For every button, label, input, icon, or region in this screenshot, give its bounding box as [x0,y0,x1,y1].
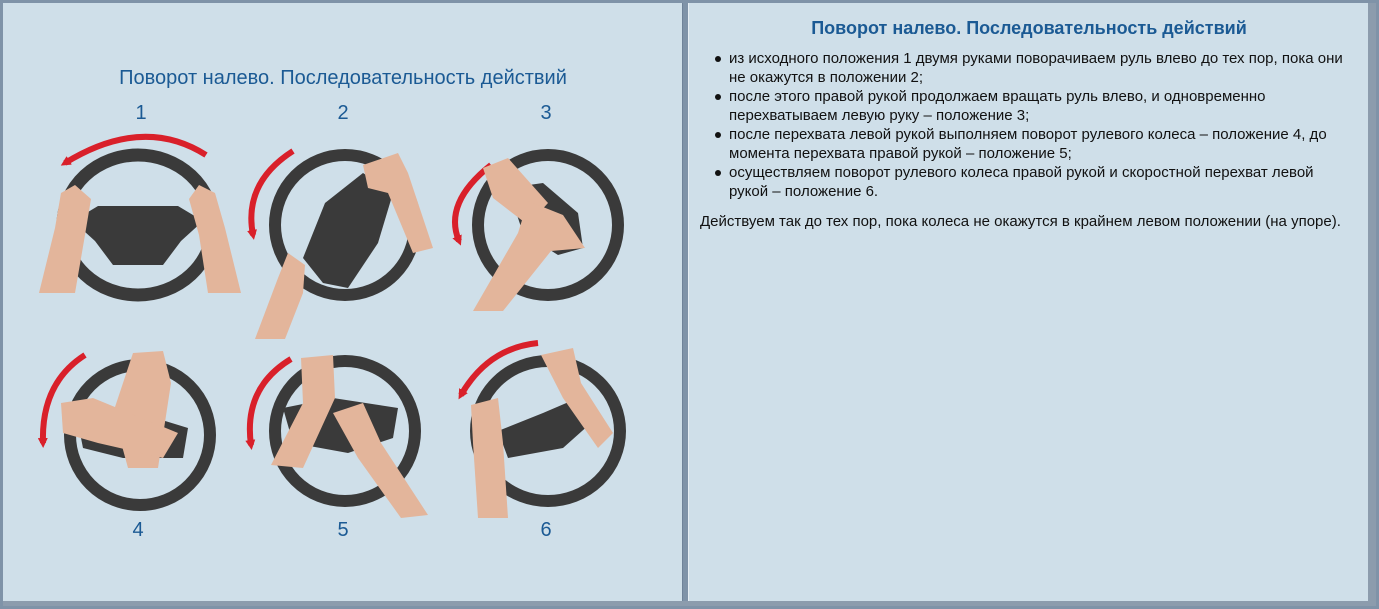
steering-illustration [3,3,683,603]
list-item: после перехвата левой рукой выполняем поворот рулевого колеса – положение 4, до момента перехвата правой рукой – положение 5; [713,125,1353,163]
step-label-3: 3 [540,102,552,124]
steps-list [713,49,1353,201]
scrollbar-track[interactable] [1368,3,1376,603]
step-label-5: 5 [337,519,349,541]
figure-title: Поворот налево. Последовательность действий [119,67,567,89]
text-panel [688,3,1368,601]
list-item: из исходного положения 1 двумя руками поворачиваем руль влево до тех пор, пока они не окажутся в положении 2; [713,49,1353,87]
step-label-4: 4 [132,519,144,541]
section-title: Поворот налево. Последовательность действий [811,18,1247,38]
illustration-panel [3,3,683,603]
bottom-border [3,601,1376,606]
step-label-6: 6 [540,519,552,541]
list-item: после этого правой рукой продолжаем вращать руль влево, и одновременно перехватываем левую руку – положение 3; [713,87,1353,125]
list-item: осуществляем поворот рулевого колеса правой рукой и скоростной перехват левой рукой – положение 6. [713,163,1353,201]
conclusion-text: Действуем так до тех пор, пока колеса не окажутся в крайнем левом положении (на упоре). [700,213,1341,230]
step-label-1: 1 [135,102,147,124]
step-label-2: 2 [337,102,349,124]
